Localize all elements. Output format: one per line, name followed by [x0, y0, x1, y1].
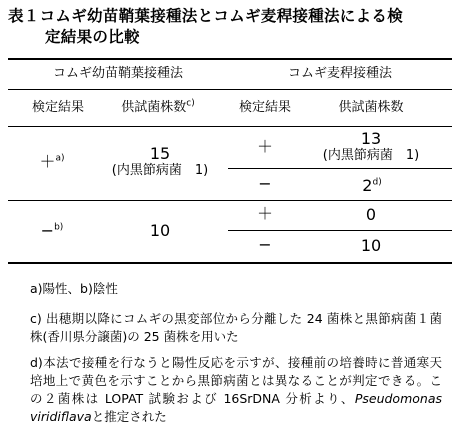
header-seedling-method: コムギ幼苗鞘葉接種法: [52, 66, 184, 81]
straw-pos-neg-sign: −: [258, 174, 272, 193]
strains-footnote-mark: c): [186, 98, 195, 109]
positive-seedling-note: (内黒節病菌 1): [111, 163, 209, 178]
straw-pos-pos-note: (内黒節病菌 1): [322, 148, 420, 163]
header-straw-method: コムギ麦稈接種法: [287, 66, 393, 81]
positive-row-sign: ＋$^{a)}$: [39, 152, 65, 171]
subheader-seedling-strains: 供試菌株数$^{c)}$: [121, 98, 195, 115]
straw-pos-neg-count: 2$^{d)}$: [362, 176, 382, 195]
straw-neg-neg-sign: −: [258, 235, 272, 254]
species-name: Pseudomonas viridiflava: [30, 391, 442, 424]
straw-pos-pos-sign: ＋: [256, 137, 274, 156]
straw-neg-pos-sign: ＋: [256, 204, 274, 223]
straw-negative-divider: [228, 230, 452, 231]
subheader-straw-strains: 供試菌株数: [338, 100, 404, 115]
table-subheader-rule: [8, 126, 452, 127]
table-title-line1: 表１コムギ幼苗鞘葉接種法とコムギ麦稈接種法による検: [8, 7, 404, 25]
straw-pos-pos-count: 13: [360, 129, 382, 148]
subheader-straw-result: 検定結果: [238, 100, 292, 115]
subheader-seedling-result: 検定結果: [31, 100, 85, 115]
table-header-rule: [8, 89, 452, 90]
straw-positive-divider: [228, 168, 452, 169]
table-top-rule: [8, 58, 452, 60]
straw-neg-pos-count: 0: [365, 205, 377, 224]
footnote-c: c) 出穂期以降にコムギの黒変部位から分離した 24 菌株と黒節病菌１菌株(香川県分譲菌)の 25 菌株を用いた: [30, 311, 442, 344]
table-title-line2: 定結果の比較: [45, 28, 140, 46]
positive-seedling-count: 15: [149, 144, 171, 163]
table-title: [8, 6, 452, 48]
negative-seedling-count: 10: [149, 221, 171, 240]
table-bottom-rule: [8, 262, 452, 264]
row-divider: [8, 200, 452, 201]
footnote-a: a)陽性、b)陰性: [30, 281, 118, 296]
negative-row-sign: −$^{b)}$: [40, 221, 64, 240]
straw-neg-neg-count: 10: [360, 236, 382, 255]
footnote-d: d)本法で接種を行なうと陽性反応を示すが、接種前の培養時に普通寒天培地上で黄色を示すことから黒節病菌とは異なることが判定できる。この２菌株は LOPAT 試験および 16SrDNA 分析より、Pseudomonas viridiflavaと推定された: [30, 355, 442, 424]
